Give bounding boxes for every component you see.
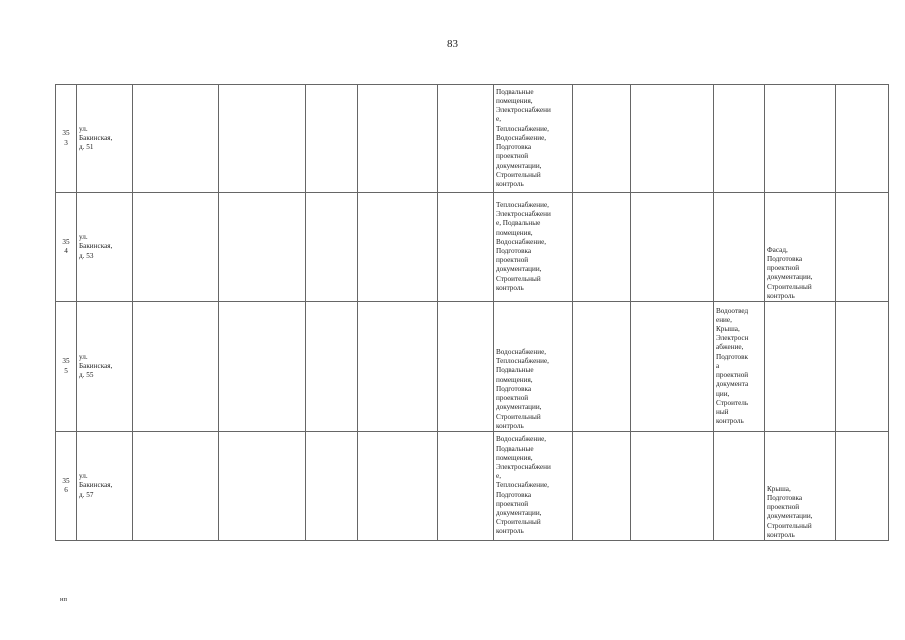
empty-cell	[306, 193, 358, 302]
empty-cell	[133, 85, 219, 193]
works-cell-3	[765, 85, 836, 193]
works-cell: Подвальные помещения, Электроснабжени е, Теплоснабжение, Водоснабжение, Подготовка проектной документации, Строительный контроль	[494, 85, 573, 193]
empty-cell	[631, 432, 714, 541]
works-cell-3: Фасад, Подготовка проектной документации, Строительный контроль	[765, 193, 836, 302]
empty-cell	[836, 85, 889, 193]
address-cell: ул. Бакинская, д. 53	[77, 193, 133, 302]
works-cell: Теплоснабжение, Электроснабжени е, Подвальные помещения, Водоснабжение, Подготовка проектной документации, Строительный контроль	[494, 193, 573, 302]
empty-cell	[438, 85, 494, 193]
empty-cell	[358, 193, 438, 302]
footer-mark: нп	[60, 596, 67, 603]
empty-cell	[573, 432, 631, 541]
empty-cell	[836, 302, 889, 432]
works-cell: Водоснабжение, Подвальные помещения, Электроснабжени е, Теплоснабжение, Подготовка проектной документации, Строительный контроль	[494, 432, 573, 541]
table-row	[56, 193, 889, 302]
empty-cell	[219, 193, 306, 302]
empty-cell	[358, 85, 438, 193]
empty-cell	[306, 432, 358, 541]
works-cell-3: Крыша, Подготовка проектной документации, Строительный контроль	[765, 432, 836, 541]
empty-cell	[219, 302, 306, 432]
empty-cell	[219, 432, 306, 541]
works-cell-2	[714, 432, 765, 541]
works-cell: Водоснабжение, Теплоснабжение, Подвальные помещения, Подготовка проектной документации, Строительный контроль	[494, 302, 573, 432]
empty-cell	[631, 302, 714, 432]
empty-cell	[836, 432, 889, 541]
row-number: 35 5	[56, 302, 77, 432]
empty-cell	[358, 302, 438, 432]
works-cell-2	[714, 85, 765, 193]
empty-cell	[573, 302, 631, 432]
works-cell-2: Водоотвед ение, Крыша, Электросн абжение, Подготовк а проектной документа ции, Строитель ный контроль	[714, 302, 765, 432]
empty-cell	[631, 193, 714, 302]
empty-cell	[438, 432, 494, 541]
table-row	[56, 302, 889, 432]
empty-cell	[631, 85, 714, 193]
empty-cell	[133, 432, 219, 541]
empty-cell	[438, 302, 494, 432]
empty-cell	[358, 432, 438, 541]
empty-cell	[573, 85, 631, 193]
empty-cell	[219, 85, 306, 193]
row-number: 35 3	[56, 85, 77, 193]
page-number: 83	[447, 38, 458, 50]
empty-cell	[836, 193, 889, 302]
empty-cell	[133, 193, 219, 302]
address-cell: ул. Бакинская, д. 51	[77, 85, 133, 193]
table-row	[56, 432, 889, 541]
empty-cell	[438, 193, 494, 302]
row-number: 35 6	[56, 432, 77, 541]
empty-cell	[306, 85, 358, 193]
table-row	[56, 85, 889, 193]
empty-cell	[573, 193, 631, 302]
repair-schedule-table	[55, 84, 889, 541]
empty-cell	[306, 302, 358, 432]
address-cell: ул. Бакинская, д. 55	[77, 302, 133, 432]
address-cell: ул. Бакинская, д. 57	[77, 432, 133, 541]
works-cell-3	[765, 302, 836, 432]
row-number: 35 4	[56, 193, 77, 302]
works-cell-2	[714, 193, 765, 302]
empty-cell	[133, 302, 219, 432]
